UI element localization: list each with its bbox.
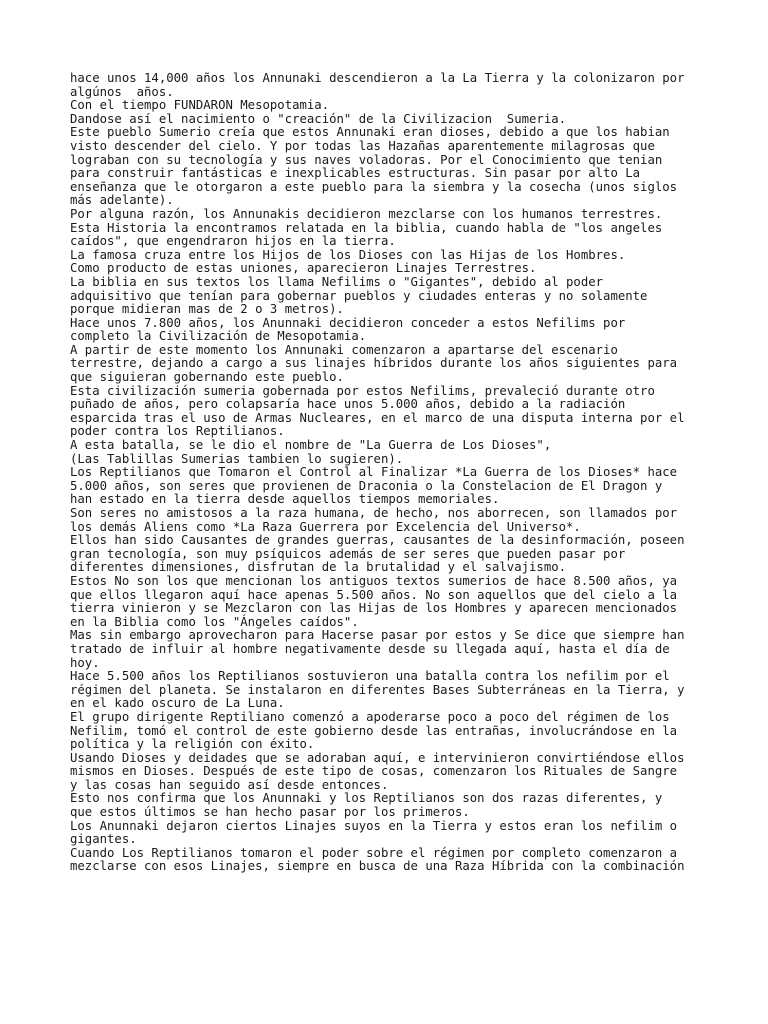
text-line: Hace unos 7.800 años, los Anunnaki decidieron conceder a estos Nefilims por bbox=[70, 315, 626, 330]
text-line bbox=[70, 874, 710, 888]
text-line: completo la Civilización de Mesopotamia. bbox=[70, 329, 367, 344]
text-line: Mas sin embargo aprovecharon para Hacerse pasar por estos y Se dice que siempre han bbox=[70, 628, 685, 643]
text-line: Esta civilización sumeria gobernada por estos Nefilims, prevaleció durante otro bbox=[70, 383, 655, 398]
text-line: visto descender del cielo. Y por todas las Hazañas aparentemente milagrosas que bbox=[70, 138, 655, 153]
text-line: Cuando Los Reptilianos tomaron el poder sobre el régimen por completo comenzaron a bbox=[70, 845, 678, 860]
text-line: en la Biblia como los "Ángeles caídos". bbox=[70, 614, 359, 629]
text-line: que estos últimos se han hecho pasar por los primeros. bbox=[70, 805, 470, 820]
text-line: política y la religión con éxito. bbox=[70, 737, 315, 752]
text-line: han estado en la tierra desde aquellos tiempos memoriales. bbox=[70, 492, 500, 507]
document-body bbox=[70, 72, 710, 888]
text-line: terrestre, dejando a cargo a sus linajes híbridos durante los años siguientes para bbox=[70, 356, 678, 371]
text-line: Son seres no amistosos a la raza humana, de hecho, nos aborrecen, son llamados por bbox=[70, 506, 678, 520]
text-line: tratado de influir al hombre negativamente desde su llegada aquí, hasta el día de bbox=[70, 641, 670, 656]
text-line: Este pueblo Sumerio creía que estos Annunaki eran dioses, debido a que los habian bbox=[70, 125, 670, 140]
text-line: para construir fantásticas e inexplicables estructuras. Sin pasar por alto La bbox=[70, 166, 641, 181]
text-line: Hace 5.500 años los Reptilianos sostuvieron una batalla contra los nefilim por el bbox=[70, 669, 670, 684]
text-line: los demás Aliens como *La Raza Guerrera por Excelencia del Universo*. bbox=[70, 519, 581, 534]
text-line: adquisitivo que tenían para gobernar pueblos y ciudades enteras y no solamente bbox=[70, 288, 648, 303]
text-line: A esta batalla, se le dio el nombre de "La Guerra de Los Dioses", bbox=[70, 438, 552, 453]
text-line: 5.000 años, son seres que provienen de Draconia o la Constelacion de El Dragon y bbox=[70, 478, 663, 493]
text-line: que siguieran gobernando este pueblo. bbox=[70, 370, 344, 385]
text-line: tierra vinieron y se Mezclaron con las Hijas de los Hombres y aparecen mencionados bbox=[70, 601, 678, 616]
text-line: Por alguna razón, los Annunakis decidieron mezclarse con los humanos terrestres. bbox=[70, 206, 663, 221]
text-line: Ellos han sido Causantes de grandes guerras, causantes de la desinformación, poseen bbox=[70, 533, 685, 548]
text-line: Usando Dioses y deidades que se adoraban aquí, e intervinieron convirtiéndose ellos bbox=[70, 750, 685, 765]
text-line: y las cosas han seguido así desde entonces. bbox=[70, 777, 389, 792]
text-line: Esta Historia la encontramos relatada en la biblia, cuando habla de "los angeles bbox=[70, 220, 663, 235]
text-line: Nefilim, tomó el control de este gobierno desde las entrañas, involucrándose en la bbox=[70, 723, 678, 738]
text-line: caídos", que engendraron hijos en la tierra. bbox=[70, 234, 396, 249]
text-line: porque midieran mas de 2 o 3 metros). bbox=[70, 302, 344, 317]
text-line: Esto nos confirma que los Anunnaki y los Reptilianos son dos razas diferentes, y bbox=[70, 791, 663, 806]
text-line: Los Reptilianos que Tomaron el Control al Finalizar *La Guerra de los Dioses* hace bbox=[70, 465, 678, 480]
text-line: hace unos 14,000 años los Annunaki descendieron a la La Tierra y la colonizaron por bbox=[70, 71, 685, 85]
text-line: diferentes dimensiones, disfrutan de la brutalidad y el salvajismo. bbox=[70, 560, 567, 575]
text-line: (Las Tablillas Sumerias tambien lo sugieren). bbox=[70, 451, 404, 466]
text-line: Con el tiempo FUNDARON Mesopotamia. bbox=[70, 98, 330, 113]
text-line: que ellos llegaron aquí hace apenas 5.500 años. No son aquellos que del cielo a la bbox=[70, 587, 678, 602]
text-line: mezclarse con esos Linajes, siempre en busca de una Raza Híbrida con la combinación bbox=[70, 859, 685, 874]
text-line: puñado de años, pero colapsaría hace unos 5.000 años, debido a la radiación bbox=[70, 397, 626, 412]
text-line: poder contra los Reptilianos. bbox=[70, 424, 285, 439]
text-line: esparcida tras el uso de Armas Nucleares, en el marco de una disputa interna por el bbox=[70, 410, 685, 425]
text-line: gigantes. bbox=[70, 832, 137, 847]
text-line: hoy. bbox=[70, 655, 100, 670]
text-line: más adelante). bbox=[70, 193, 174, 208]
text-line: La famosa cruza entre los Hijos de los Dioses con las Hijas de los Hombres. bbox=[70, 247, 626, 262]
text-line: enseñanza que le otorgaron a este pueblo para la siembra y la cosecha (unos siglos bbox=[70, 179, 678, 194]
text-line: A partir de este momento los Annunaki comenzaron a apartarse del escenario bbox=[70, 342, 618, 357]
text-line: Los Anunnaki dejaron ciertos Linajes suyos en la Tierra y estos eran los nefilim o bbox=[70, 818, 678, 833]
text-line: Como producto de estas uniones, aparecieron Linajes Terrestres. bbox=[70, 261, 537, 276]
text-line: en el kado oscuro de La Luna. bbox=[70, 696, 285, 711]
text-line: régimen del planeta. Se instalaron en diferentes Bases Subterráneas en la Tierra, y bbox=[70, 682, 685, 697]
text-line: gran tecnología, son muy psíquicos además de ser seres que pueden pasar por bbox=[70, 546, 626, 561]
text-line: algúnos años. bbox=[70, 84, 174, 99]
text-line: El grupo dirigente Reptiliano comenzó a apoderarse poco a poco del régimen de los bbox=[70, 709, 670, 724]
text-line: mismos en Dioses. Después de este tipo de cosas, comenzaron los Rituales de Sangre bbox=[70, 764, 678, 779]
text-line: Dandose así el nacimiento o "creación" de la Civilizacion Sumeria. bbox=[70, 111, 567, 126]
text-line: La biblia en sus textos los llama Nefilims o "Gigantes", debido al poder bbox=[70, 274, 604, 289]
text-line: lograban con su tecnología y sus naves voladoras. Por el Conocimiento que tenian bbox=[70, 152, 663, 167]
text-line: Estos No son los que mencionan los antiguos textos sumerios de hace 8.500 años, ya bbox=[70, 573, 678, 588]
